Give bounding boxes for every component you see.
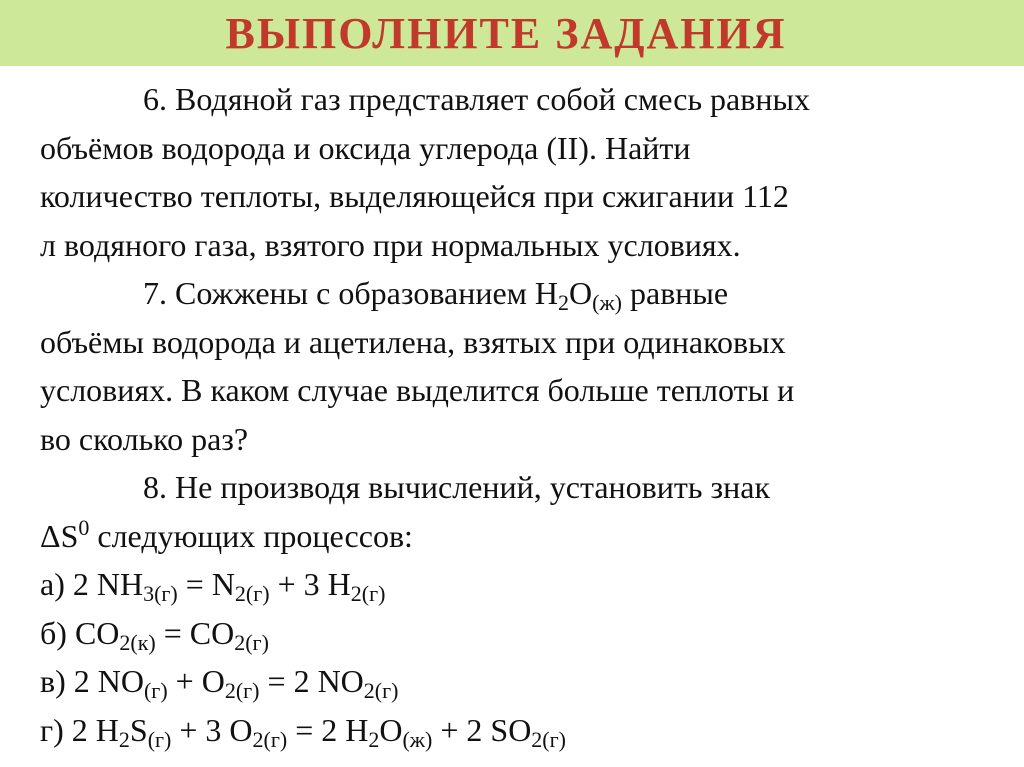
task6-line2: объёмов водорода и оксида углерода (II). Найти — [40, 129, 691, 166]
reaction-g-t3: + 3 O — [171, 711, 253, 748]
reaction-v-s2: 2(г) — [224, 678, 260, 703]
reaction-a-t3: + 3 H — [269, 566, 351, 602]
reaction-b — [40, 609, 1000, 658]
task7-line3: условиях. В каком случае выделится больше теплоты и — [40, 372, 795, 408]
reaction-v-s3: 2(г) — [363, 678, 399, 703]
task7-line2: объёмы водорода и ацетилена, взятых при одинаковых — [40, 323, 786, 360]
task6-line4: л водяного газа, взятого при нормальных условиях. — [40, 226, 741, 263]
reaction-g-t4: = 2 H — [287, 711, 369, 748]
reaction-g — [40, 706, 1000, 755]
task8-line2 — [40, 512, 1000, 561]
reaction-a-t2: = N — [177, 566, 235, 602]
reaction-g-s2: (г) — [147, 726, 172, 752]
reaction-v-t2: + O — [167, 663, 225, 699]
task7-text-a: 7. Сожжены с образованием H — [143, 275, 559, 311]
delta-s-sup: 0 — [78, 514, 90, 540]
task7-text-b: O — [569, 275, 593, 311]
reaction-a-s3: 2(г) — [350, 581, 386, 606]
reaction-g-t6: + 2 SO — [432, 711, 532, 748]
reaction-v-s1: (г) — [143, 678, 168, 703]
task7-line4: во сколько раз? — [40, 420, 249, 457]
delta-s: ΔS — [40, 517, 79, 554]
reaction-g-t2: S — [129, 711, 148, 748]
reaction-g-t5: O — [379, 711, 403, 748]
reaction-g-s1: 2 — [118, 726, 130, 752]
reaction-v — [40, 657, 1000, 706]
task6-line1: 6. Водяной газ представляет собой смесь равных — [143, 81, 810, 117]
task7-text-c: равные — [621, 275, 729, 311]
reaction-a-t1: а) 2 NH — [40, 566, 144, 602]
reaction-g-s5: (ж) — [402, 726, 433, 752]
reaction-b-s1: 2(к) — [119, 629, 156, 655]
reaction-b-t1: б) CO — [40, 614, 120, 651]
reaction-a-s2: 2(г) — [234, 581, 270, 606]
reaction-v-t1: в) 2 NO — [40, 663, 144, 699]
reaction-g-t1: г) 2 H — [40, 711, 119, 748]
task8-line1: 8. Не производя вычислений, установить знак — [143, 469, 770, 505]
task7-line1 — [40, 269, 1000, 318]
reaction-a — [40, 560, 1000, 609]
slide-title: ВЫПОЛНИТЕ ЗАДАНИЯ — [225, 8, 787, 58]
task6-line3: количество теплоты, выделяющейся при сжигании 112 — [40, 178, 789, 214]
task7-sub-1: 2 — [558, 290, 570, 315]
reaction-g-s6: 2(г) — [531, 726, 566, 752]
reaction-g-s3: 2(г) — [252, 726, 288, 752]
reaction-b-s2: 2(г) — [234, 629, 269, 655]
reaction-a-s1: 3(г) — [143, 581, 178, 606]
task7-sub-2: (ж) — [592, 290, 622, 315]
reaction-g-s4: 2 — [368, 726, 380, 752]
task8-text-b: следующих процессов: — [89, 517, 413, 554]
reaction-v-t3: = 2 NO — [259, 663, 364, 699]
title-bar — [0, 0, 1024, 66]
task-text — [40, 75, 1000, 754]
reaction-b-t2: = CO — [155, 614, 235, 651]
